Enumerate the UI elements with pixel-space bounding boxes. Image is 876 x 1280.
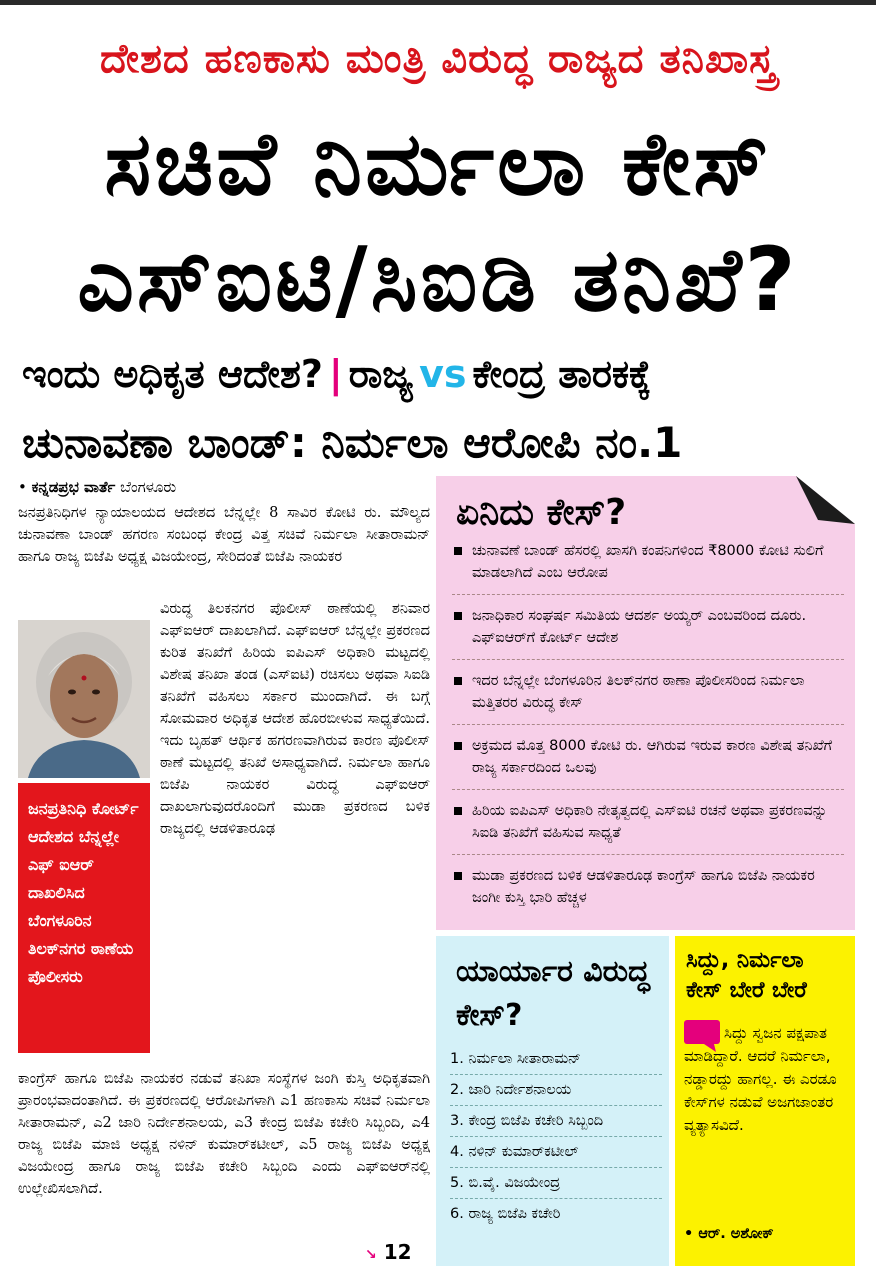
bullet-icon xyxy=(454,872,462,880)
byline xyxy=(18,478,176,496)
deck-pipe: | xyxy=(328,352,343,396)
what-case-item xyxy=(452,540,844,595)
headline-line-2: ಎಸ್‌ಐಟಿ/ಸಿಐಡಿ ತನಿಖೆ? xyxy=(77,228,799,331)
photo-portrait xyxy=(18,620,150,778)
what-case-item xyxy=(452,865,844,919)
continued-page-ref[interactable] xyxy=(365,1240,412,1264)
what-case-item-text: ಅಕ್ರಮದ ಮೊತ್ತ 8000 ಕೋಟಿ ರು. ಆಗಿರುವ ಇರುವ ಕಾರಣ ವಿಶೇಷ ತನಿಖೆಗೆ ರಾಜ್ಯ ಸರ್ಕಾರದಿಂದ ಒಲವು xyxy=(472,738,833,776)
what-case-item xyxy=(452,605,844,660)
accused-item: 4. ನಳಿನ್ ಕುಮಾರ್‌ಕಟೀಲ್ xyxy=(450,1137,662,1168)
what-case-title: ಏನಿದು ಕೇಸ್? xyxy=(456,492,627,533)
article-paragraph-3: ಕಾಂಗ್ರೆಸ್ ಹಾಗೂ ಬಿಜೆಪಿ ನಾಯಕರ ನಡುವೆ ತನಿಖಾ ಸಂಸ್ಥೆಗಳ ಜಂಗಿ ಕುಸ್ತಿ ಅಧಿಕೃತವಾಗಿ ಪ್ರಾರಂಭವಾದಂತಾಗಿದೆ. ಈ ಪ್ರಕರಣದಲ್ಲಿ ಆರೋಪಿಗಳಾಗಿ ಎ1 ಹಣಕಾಸು ಸಚಿವೆ ನಿರ್ಮಲಾ ಸೀತಾರಾಮನ್, ಎ2 ಜಾರಿ ನಿರ್ದೇಶನಾಲಯ, ಎ3 ಕೇಂದ್ರ ಬಿಜೆಪಿ ಕಚೇರಿ ಸಿಬ್ಬಂದಿ, ಎ4 ರಾಜ್ಯ ಬಿಜೆಪಿ ಮಾಜಿ ಅಧ್ಯಕ್ಷ ನಳಿನ್ ಕುಮಾರ್‌ಕಟೀಲ್, ಎ5 ರಾಜ್ಯ ಬಿಜೆಪಿ ಅಧ್ಯಕ್ಷ ವಿಜಯೇಂದ್ರ ಹಾಗೂ ರಾಜ್ಯ ಬಿಜೆಪಿ ಕಚೇರಿ ಸಿಬ್ಬಂದಿ ಎಂದು ಎಫ್‌ಐಆರ್‌ನಲ್ಲಿ ಉಲ್ಲೇಖಿಸಲಾಗಿದೆ. xyxy=(18,1071,430,1197)
bullet-icon xyxy=(454,677,462,685)
what-case-item xyxy=(452,735,844,790)
who-case-list xyxy=(450,1044,662,1229)
accused-item: 3. ಕೇಂದ್ರ ಬಿಜೆಪಿ ಕಚೇರಿ ಸಿಬ್ಬಂದಿ xyxy=(450,1106,662,1137)
deck-line-2: ಚುನಾವಣಾ ಬಾಂಡ್: ನಿರ್ಮಲಾ ಆರೋಪಿ ನಂ.1 xyxy=(22,418,683,467)
byline-source: ಕನ್ನಡಪ್ರಭ ವಾರ್ತೆ xyxy=(31,478,116,496)
portrait-illustration xyxy=(18,620,150,778)
bullet-icon xyxy=(454,742,462,750)
article-paragraph-2: ವಿರುದ್ಧ ತಿಲಕನಗರ ಪೊಲೀಸ್ ಠಾಣೆಯಲ್ಲಿ ಶನಿವಾರ ಎಫ್‌ಐಆರ್ ದಾಖಲಾಗಿದೆ. ಎಫ್‌ಐಆರ್ ಬೆನ್ನಲ್ಲೇ ಪ್ರಕರಣದ ಕುರಿತ ತನಿಖೆಗೆ ಹಿರಿಯ ಐಪಿಎಸ್ ಅಧಿಕಾರಿ ಮಟ್ಟದಲ್ಲಿ ವಿಶೇಷ ತನಿಖಾ ತಂಡ (ಎಸ್‌ಐಟಿ) ರಚಿಸಲು ಅಥವಾ ಸಿಐಡಿ ತನಿಖೆಗೆ ವಹಿಸಲು ಸರ್ಕಾರ ಮುಂದಾಗಿದೆ. ಈ ಬಗ್ಗೆ ಸೋಮವಾರ ಅಧಿಕೃತ ಆದೇಶ ಹೊರಬೀಳುವ ಸಾಧ್ಯತೆಯಿದೆ. ಇದು ಬೃಹತ್ ಆರ್ಥಿಕ ಹಗರಣವಾಗಿರುವ ಕಾರಣ ಪೊಲೀಸ್ ಠಾಣೆ ಮಟ್ಟದಲ್ಲಿ ತನಿಖೆ ಅಸಾಧ್ಯವಾಗಿದೆ. ನಿರ್ಮಲಾ ಹಾಗೂ ಬಿಜೆಪಿ ನಾಯಕರ ವಿರುದ್ಧ ಎಫ್‌ಐಆರ್ ದಾಖಲಾಗುವುದರೊಂದಿಗೆ ಮುಡಾ ಪ್ರಕರಣದ ಬಳಿಕ ರಾಜ್ಯದಲ್ಲಿ ಆಡಳಿತಾರೂಢ xyxy=(160,601,430,837)
photo-caption-box: ಜನಪ್ರತಿನಿಧಿ ಕೋರ್ಟ್ ಆದೇಶದ ಬೆನ್ನಲ್ಲೇ ಎಫ್ ಐಆರ್ ದಾಖಲಿಸಿದ ಬೆಂಗಳೂರಿನ ತಿಲಕ್‌ನಗರ ಠಾಣೆಯ ಪೊಲೀಸರು xyxy=(18,783,150,1053)
quote-author: • ಆರ್. ಅಶೋಕ್ xyxy=(684,1226,774,1242)
accused-item: 6. ರಾಜ್ಯ ಬಿಜೆಪಿ ಕಚೇರಿ xyxy=(450,1206,561,1222)
who-case-title: ಯಾರ್ಯಾರ ವಿರುದ್ಧ ಕೇಸ್? xyxy=(456,954,650,1033)
what-case-item-text: ಇದರ ಬೆನ್ನಲ್ಲೇ ಬೆಂಗಳೂರಿನ ತಿಲಕ್‌ನಗರ ಠಾಣಾ ಪೊಲೀಸರಿಂದ ನಿರ್ಮಲಾ ಮತ್ತಿತರರ ವಿರುದ್ಧ ಕೇಸ್ xyxy=(472,673,805,711)
headline-line-1: ಸಚಿವೆ ನಿರ್ಮಲಾ ಕೇಸ್ xyxy=(104,112,772,215)
bullet-icon xyxy=(454,612,462,620)
deck-part-1: ಇಂದು ಅಧಿಕೃತ ಆದೇಶ? xyxy=(22,352,323,396)
article-paragraph-1: ಜನಪ್ರತಿನಿಧಿಗಳ ನ್ಯಾಯಾಲಯದ ಆದೇಶದ ಬೆನ್ನಲ್ಲೇ 8 ಸಾವಿರ ಕೋಟಿ ರು. ಮೌಲ್ಯದ ಚುನಾವಣಾ ಬಾಂಡ್ ಹಗರಣ ಸಂಬಂಧ ಕೇಂದ್ರ ವಿತ್ತ ಸಚಿವೆ ನಿರ್ಮಲಾ ಸೀತಾರಾಮನ್ ಹಾಗೂ ರಾಜ್ಯ ಬಿಜೆಪಿ ಅಧ್ಯಕ್ಷ ವಿಜಯೇಂದ್ರ, ಸೇರಿದಂತೆ ಬಿಜೆಪಿ ನಾಯಕರ xyxy=(18,505,430,565)
arrow-continued-icon: ↘ xyxy=(365,1247,377,1263)
bullet-icon xyxy=(454,547,462,555)
deck-part-2: ರಾಜ್ಯ xyxy=(348,352,414,396)
deck-part-3: ಕೇಂದ್ರ ತಾರಕಕ್ಕೆ xyxy=(472,352,652,396)
quote-text: ಸಿದ್ದು ಸ್ವಜನ ಪಕ್ಷಪಾತ ಮಾಡಿದ್ದಾರೆ. ಆದರೆ ನಿರ್ಮಲಾ, ನಡ್ಡಾರದ್ದು ಹಾಗಲ್ಲ. ಈ ಎರಡೂ ಕೇಸ್‌ಗಳ ನಡುವೆ ಅಜಗಜಾಂತರ ವ್ಯತ್ಯಾಸವಿದೆ. xyxy=(684,1024,837,1134)
top-rule xyxy=(0,0,876,5)
accused-item: 5. ಬಿ.ವೈ. ವಿಜಯೇಂದ್ರ xyxy=(450,1168,662,1199)
quote-title: ಸಿದ್ದು, ನಿರ್ಮಲಾ ಕೇಸ್ ಬೇರೆ ಬೇರೆ xyxy=(686,948,807,1003)
byline-place: ಬೆಂಗಳೂರು xyxy=(120,478,177,496)
byline-bullet: • xyxy=(18,478,27,496)
what-case-item-text: ಮುಡಾ ಪ್ರಕರಣದ ಬಳಿಕ ಆಡಳಿತಾರೂಢ ಕಾಂಗ್ರೆಸ್ ಹಾಗೂ ಬಿಜೆಪಿ ನಾಯಕರ ಜಂಗೀ ಕುಸ್ತಿ ಭಾರಿ ಹೆಚ್ಚಳ xyxy=(472,868,815,906)
deck-line-1 xyxy=(22,352,862,397)
what-case-item-text: ಜನಾಧಿಕಾರ ಸಂಘರ್ಷ ಸಮಿತಿಯ ಆದರ್ಶ ಅಯ್ಯರ್ ಎಂಬವರಿಂದ ದೂರು. ಎಫ್‌ಐಆರ್‌ಗೆ ಕೋರ್ಟ್ ಆದೇಶ xyxy=(472,608,807,646)
accused-item: 2. ಜಾರಿ ನಿರ್ದೇಶನಾಲಯ xyxy=(450,1075,662,1106)
continued-page-number: 12 xyxy=(383,1240,412,1264)
bullet-icon xyxy=(454,807,462,815)
what-case-item-text: ಹಿರಿಯ ಐಪಿಎಸ್ ಅಧಿಕಾರಿ ನೇತೃತ್ವದಲ್ಲಿ ಎಸ್‌ಐಟಿ ರಚನೆ ಅಥವಾ ಪ್ರಕರಣವನ್ನು ಸಿಐಡಿ ತನಿಖೆಗೆ ವಹಿಸುವ ಸಾಧ್ಯತೆ xyxy=(472,803,828,841)
what-case-item xyxy=(452,800,844,855)
page-curl xyxy=(796,476,855,524)
accused-item: 1. ನಿರ್ಮಲಾ ಸೀತಾರಾಮನ್ xyxy=(450,1044,662,1075)
deck-vs: vs xyxy=(419,352,467,396)
what-case-item xyxy=(452,670,844,725)
quote-text-wrap xyxy=(684,1022,850,1137)
kicker-headline: ದೇಶದ ಹಣಕಾಸು ಮಂತ್ರಿ ವಿರುದ್ಧ ರಾಜ್ಯದ ತನಿಖಾಸ್ತ್ರ xyxy=(100,36,776,82)
what-case-list xyxy=(452,540,844,929)
what-case-item-text: ಚುನಾವಣೆ ಬಾಂಡ್ ಹೆಸರಲ್ಲಿ ಖಾಸಗಿ ಕಂಪನಿಗಳಿಂದ ₹8000 ಕೋಟಿ ಸುಲಿಗೆ ಮಾಡಲಾಗಿದೆ ಎಂಬ ಆರೋಪ xyxy=(472,543,824,581)
